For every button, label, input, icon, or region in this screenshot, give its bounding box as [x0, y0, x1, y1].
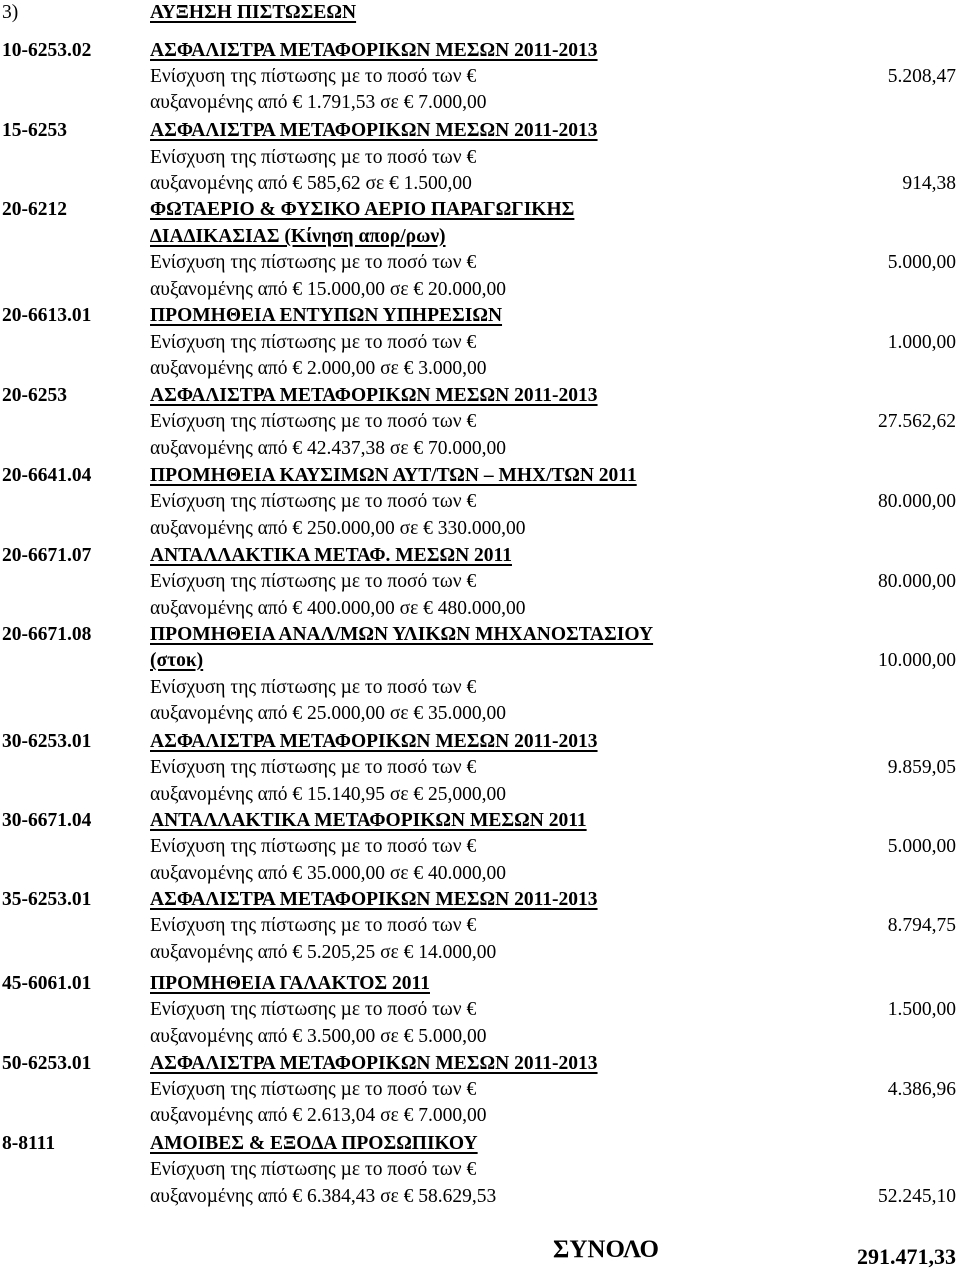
entry-code: 20-6641.04 — [2, 465, 92, 486]
entry-amount: 27.562,62 — [878, 411, 956, 432]
entry-title: ΑΜΟΙΒΕΣ & ΕΞΟ∆Α ΠΡΟΣΩΠΙΚΟΥ — [150, 1133, 478, 1154]
entry-amount: 4.386,96 — [887, 1079, 956, 1100]
entry-range-text: αυξανοµένης από € 3.500,00 σε € 5.000,00 — [150, 1026, 487, 1047]
entry-title: ΠΡΟΜΗΘΕΙΑ ΕΝΤΥΠΩΝ ΥΠΗΡΕΣΙΩΝ — [150, 305, 503, 326]
entry-increase-text: Ενίσχυση της πίστωσης µε το ποσό των € — [150, 66, 477, 87]
entry-range-text: αυξανοµένης από € 15.000,00 σε € 20.000,00 — [150, 279, 507, 300]
total-label: ΣΥΝΟΛΟ — [553, 1236, 659, 1263]
entry-title: ΑΣΦΑΛΙΣΤΡΑ ΜΕΤΑΦΟΡΙΚΩΝ ΜΕΣΩΝ 2011-2013 — [150, 385, 598, 406]
entry-code: 20-6671.08 — [2, 624, 92, 645]
entry-code: 10-6253.02 — [2, 40, 92, 61]
entry-increase-text: Ενίσχυση της πίστωσης µε το ποσό των € — [150, 999, 477, 1020]
entry-range-text: αυξανοµένης από € 400.000,00 σε € 480.000,00 — [150, 598, 526, 619]
entry-increase-text: Ενίσχυση της πίστωσης µε το ποσό των € — [150, 332, 477, 353]
entry-amount: 1.000,00 — [887, 332, 956, 353]
entry-title: ΠΡΟΜΗΘΕΙΑ ΚΑΥΣΙΜΩΝ ΑΥΤ/ΤΩΝ – ΜΗΧ/ΤΩΝ 2011 — [150, 465, 637, 486]
entry-code: 30-6671.04 — [2, 810, 92, 831]
entry-code: 50-6253.01 — [2, 1053, 92, 1074]
entry-increase-text: Ενίσχυση της πίστωσης µε το ποσό των € — [150, 1079, 477, 1100]
entry-code: 20-6613.01 — [2, 305, 92, 326]
entry-amount: 9.859,05 — [887, 757, 956, 778]
entry-code: 20-6671.07 — [2, 545, 92, 566]
entry-title: ΦΩΤΑΕΡΙΟ & ΦΥΣΙΚΟ ΑΕΡΙΟ ΠΑΡΑΓΩΓΙΚΗΣ — [150, 199, 575, 220]
entry-code: 30-6253.01 — [2, 731, 92, 752]
entry-code: 45-6061.01 — [2, 973, 92, 994]
entry-range-text: αυξανοµένης από € 1.791,53 σε € 7.000,00 — [150, 92, 487, 113]
entry-amount: 10.000,00 — [878, 650, 956, 671]
entry-range-text: αυξανοµένης από € 5.205,25 σε € 14.000,00 — [150, 942, 497, 963]
entry-title: ΑΝΤΑΛΛΑΚΤΙΚΑ ΜΕΤΑΦΟΡΙΚΩΝ ΜΕΣΩΝ 2011 — [150, 810, 587, 831]
section-number: 3) — [2, 2, 19, 23]
entry-increase-text: Ενίσχυση της πίστωσης µε το ποσό των € — [150, 836, 477, 857]
entry-range-text: αυξανοµένης από € 250.000,00 σε € 330.000,00 — [150, 518, 526, 539]
entry-title: ΑΝΤΑΛΛΑΚΤΙΚΑ ΜΕΤΑΦ. ΜΕΣΩΝ 2011 — [150, 545, 512, 566]
entry-increase-text: Ενίσχυση της πίστωσης µε το ποσό των € — [150, 147, 477, 168]
entry-title-continued: (στοκ) — [150, 650, 204, 671]
entry-title: ΠΡΟΜΗΘΕΙΑ ΑΝΑΛ/ΜΩΝ ΥΛΙΚΩΝ ΜΗΧΑΝΟΣΤΑΣΙΟΥ — [150, 624, 654, 645]
entry-amount: 80.000,00 — [878, 571, 956, 592]
entry-code: 15-6253 — [2, 120, 67, 141]
entry-amount: 1.500,00 — [887, 999, 956, 1020]
entry-title: ΑΣΦΑΛΙΣΤΡΑ ΜΕΤΑΦΟΡΙΚΩΝ ΜΕΣΩΝ 2011-2013 — [150, 120, 598, 141]
entry-code: 20-6253 — [2, 385, 67, 406]
entry-title: ΑΣΦΑΛΙΣΤΡΑ ΜΕΤΑΦΟΡΙΚΩΝ ΜΕΣΩΝ 2011-2013 — [150, 1053, 598, 1074]
entry-amount: 5.000,00 — [887, 836, 956, 857]
entry-increase-text: Ενίσχυση της πίστωσης µε το ποσό των € — [150, 757, 477, 778]
entry-amount: 8.794,75 — [887, 915, 956, 936]
entry-range-text: αυξανοµένης από € 42.437,38 σε € 70.000,00 — [150, 438, 507, 459]
entry-amount: 5.208,47 — [887, 66, 956, 87]
entry-range-text: αυξανοµένης από € 15.140,95 σε € 25,000,00 — [150, 784, 507, 805]
entry-title: ΑΣΦΑΛΙΣΤΡΑ ΜΕΤΑΦΟΡΙΚΩΝ ΜΕΣΩΝ 2011-2013 — [150, 889, 598, 910]
entry-range-text: αυξανοµένης από € 2.613,04 σε € 7.000,00 — [150, 1105, 487, 1126]
entry-amount: 5.000,00 — [887, 252, 956, 273]
entry-amount: 80.000,00 — [878, 491, 956, 512]
entry-code: 20-6212 — [2, 199, 67, 220]
entry-title: ΑΣΦΑΛΙΣΤΡΑ ΜΕΤΑΦΟΡΙΚΩΝ ΜΕΣΩΝ 2011-2013 — [150, 40, 598, 61]
entry-range-text: αυξανοµένης από € 35.000,00 σε € 40.000,00 — [150, 863, 507, 884]
entry-increase-text: Ενίσχυση της πίστωσης µε το ποσό των € — [150, 677, 477, 698]
entry-increase-text: Ενίσχυση της πίστωσης µε το ποσό των € — [150, 411, 477, 432]
entry-increase-text: Ενίσχυση της πίστωσης µε το ποσό των € — [150, 915, 477, 936]
entry-increase-text: Ενίσχυση της πίστωσης µε το ποσό των € — [150, 1159, 477, 1180]
entry-range-text: αυξανοµένης από € 585,62 σε € 1.500,00 — [150, 173, 472, 194]
entry-title: ΑΣΦΑΛΙΣΤΡΑ ΜΕΤΑΦΟΡΙΚΩΝ ΜΕΣΩΝ 2011-2013 — [150, 731, 598, 752]
entry-increase-text: Ενίσχυση της πίστωσης µε το ποσό των € — [150, 571, 477, 592]
entry-title: ΠΡΟΜΗΘΕΙΑ ΓΑΛΑΚΤΟΣ 2011 — [150, 973, 430, 994]
entry-title-continued: ∆ΙΑ∆ΙΚΑΣΙΑΣ (Κίνηση απορ/ρων) — [150, 226, 446, 247]
entry-amount: 52.245,10 — [878, 1186, 956, 1207]
entry-increase-text: Ενίσχυση της πίστωσης µε το ποσό των € — [150, 252, 477, 273]
total-value: 291.471,33 — [857, 1244, 956, 1269]
entry-range-text: αυξανοµένης από € 25.000,00 σε € 35.000,00 — [150, 703, 507, 724]
entry-code: 8-8111 — [2, 1133, 56, 1154]
entry-range-text: αυξανοµένης από € 2.000,00 σε € 3.000,00 — [150, 358, 487, 379]
entry-code: 35-6253.01 — [2, 889, 92, 910]
entry-increase-text: Ενίσχυση της πίστωσης µε το ποσό των € — [150, 491, 477, 512]
entry-amount: 914,38 — [902, 173, 956, 194]
section-title: ΑΥΞΗΣΗ ΠΙΣΤΩΣΕΩΝ — [150, 2, 357, 23]
entry-range-text: αυξανοµένης από € 6.384,43 σε € 58.629,53 — [150, 1186, 497, 1207]
